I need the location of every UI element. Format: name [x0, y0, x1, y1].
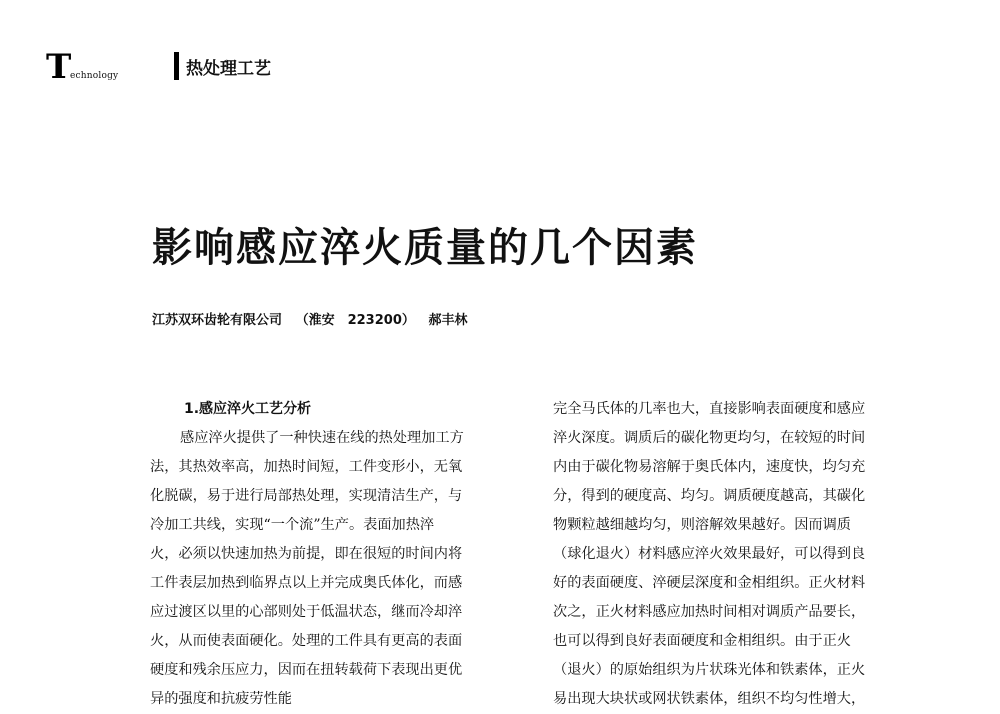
left-column: [150, 395, 520, 714]
author-location: （淮安 223200）: [295, 313, 415, 328]
paragraph-line: 分，得到的硬度高、均匀。调质硬度越高，其碳化: [553, 488, 866, 504]
paragraph-line: （球化退火）材料感应淬火效果最好，可以得到良: [553, 546, 866, 562]
byline: [152, 312, 467, 330]
paragraph-line: 化脱碳，易于进行局部热处理，实现清洁生产，与: [150, 488, 463, 504]
section-name: 热处理工艺: [186, 59, 271, 79]
paragraph-line: 硬度和残余压应力，因而在扭转载荷下表现出更优: [150, 662, 463, 678]
paragraph-line: 感应淬火提供了一种快速在线的热处理加工方: [180, 430, 464, 446]
section-heading: 1.感应淬火工艺分析: [184, 401, 312, 417]
article-title: 影响感应淬火质量的几个因素: [152, 225, 698, 271]
paragraph-line: 冷加工共线，实现“一个流”生产。表面加热淬: [150, 517, 435, 533]
paragraph-line: 火，必须以快速加热为前提，即在很短的时间内将: [150, 546, 463, 562]
paragraph-line: 好的表面硬度、淬硬层深度和金相组织。正火材料: [553, 575, 866, 591]
journal-logo-word: echnology: [70, 71, 119, 81]
journal-logo-letter: T: [46, 47, 72, 87]
paragraph-line: 异的强度和抗疲劳性能: [150, 691, 292, 707]
paragraph-line: 应过渡区以里的心部则处于低温状态，继而冷却淬: [150, 604, 463, 620]
paragraph-line: 完全马氏体的几率也大，直接影响表面硬度和感应: [553, 401, 866, 417]
paragraph-line: 法，其热效率高，加热时间短，工件变形小，无氧: [150, 459, 463, 475]
paragraph-line: 内由于碳化物易溶解于奥氏体内，速度快，均匀充: [553, 459, 866, 475]
header-divider: [174, 52, 179, 80]
journal-header: [46, 47, 306, 90]
paragraph-line: （退火）的原始组织为片状珠光体和铁素体，正火: [553, 662, 866, 678]
paragraph-line: 火，从而使表面硬化。处理的工件具有更高的表面: [150, 633, 463, 649]
right-column: [553, 395, 923, 714]
paragraph-line: 淬火深度。调质后的碳化物更均匀，在较短的时间: [553, 430, 866, 446]
paragraph-line: 物颗粒越细越均匀，则溶解效果越好。因而调质: [553, 517, 851, 533]
paragraph-line: 易出现大块状或网状铁素体，组织不均匀性增大，: [553, 691, 866, 707]
paragraph-line: 工件表层加热到临界点以上并完成奥氏体化，而感: [150, 575, 463, 591]
paragraph-line: 也可以得到良好表面硬度和金相组织。由于正火: [553, 633, 851, 649]
author-name: 郝丰林: [428, 313, 468, 328]
author-affiliation: 江苏双环齿轮有限公司: [152, 313, 283, 328]
paragraph-line: 次之，正火材料感应加热时间相对调质产品要长，: [553, 604, 866, 620]
